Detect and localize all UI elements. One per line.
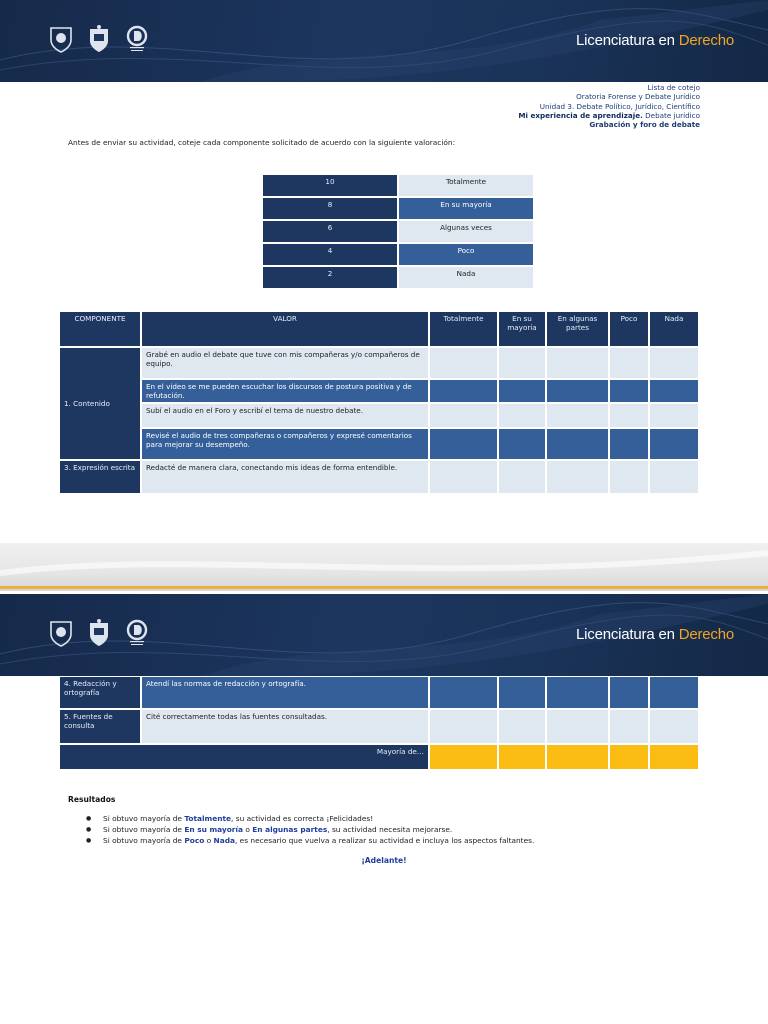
rating-cell-totalmente[interactable] [430, 348, 497, 378]
criterion-cell: Grabé en audio el debate que tuve con mis compañeras y/o compañeros de equipo. [142, 348, 428, 378]
results-heading: Resultados [68, 795, 116, 804]
criterion-cell: En el video se me pueden escuchar los discursos de postura positiva y de refutación. [142, 380, 428, 402]
header-banner-page-2 [0, 594, 768, 676]
majority-cell-totalmente[interactable] [430, 745, 497, 769]
majority-cell-en-su-mayoria[interactable] [499, 745, 545, 769]
scale-row [263, 198, 533, 219]
majority-label: Mayoría de… [60, 745, 428, 769]
scale-value: 8 [263, 198, 397, 219]
faculty-crest-icon [86, 618, 112, 648]
scale-label: Algunas veces [399, 221, 533, 242]
scale-value: 6 [263, 221, 397, 242]
rating-cell-nada[interactable] [650, 404, 698, 427]
header-banner [0, 0, 768, 82]
table-row [60, 461, 698, 493]
scale-value: 10 [263, 175, 397, 196]
rating-cell-nada[interactable] [650, 461, 698, 493]
rating-cell-nada[interactable] [650, 380, 698, 402]
rating-cell-poco[interactable] [610, 404, 648, 427]
rating-cell-en-algunas-partes[interactable] [547, 348, 608, 378]
separator-gold-line [0, 586, 768, 589]
rating-cell-poco[interactable] [610, 429, 648, 459]
rating-cell-totalmente[interactable] [430, 380, 497, 402]
rating-cell-totalmente[interactable] [430, 461, 497, 493]
scale-row [263, 267, 533, 288]
rating-cell-en-su-mayoria[interactable] [499, 404, 545, 427]
checklist-table [58, 310, 700, 495]
col-header-en-su-mayoria: En su mayoría [499, 312, 545, 346]
rating-cell-poco[interactable] [610, 380, 648, 402]
rating-cell-nada[interactable] [650, 710, 698, 743]
faculty-crest-icon [86, 24, 112, 54]
rating-cell-en-algunas-partes[interactable] [547, 461, 608, 493]
table-row [60, 429, 698, 459]
col-header-en-algunas-partes: En algunas partes [547, 312, 608, 346]
col-header-totalmente: Totalmente [430, 312, 497, 346]
table-row [60, 710, 698, 743]
list-item: ● Si obtuvo mayoría de Totalmente, su actividad es correcta ¡Felicidades! [86, 813, 534, 824]
rating-cell-en-su-mayoria[interactable] [499, 348, 545, 378]
banner-title: Licenciatura en Derecho [576, 626, 734, 643]
rating-cell-totalmente[interactable] [430, 677, 497, 708]
rating-cell-en-algunas-partes[interactable] [547, 710, 608, 743]
scale-row [263, 221, 533, 242]
component-cell: 1. Contenido [60, 348, 140, 459]
meta-doc-type: Lista de cotejo [647, 83, 700, 92]
col-header-value: VALOR [142, 312, 428, 346]
header-row [60, 312, 698, 346]
meta-activity: Mi experiencia de aprendizaje. Debate jurídico [518, 110, 700, 120]
results-list [86, 813, 534, 846]
criterion-cell: Atendí las normas de redacción y ortografía. [142, 677, 428, 708]
rating-cell-en-algunas-partes[interactable] [547, 404, 608, 427]
meta-subject: Oratoria Forense y Debate Jurídico [576, 92, 700, 102]
rating-cell-totalmente[interactable] [430, 404, 497, 427]
table-row [60, 380, 698, 402]
criterion-cell: Redacté de manera clara, conectando mis ideas de forma entendible. [142, 461, 428, 493]
component-cell: 3. Expresión escrita [60, 461, 140, 493]
intro-text: Antes de enviar su actividad, coteje cada componente solicitado de acuerdo con la siguiente valoración: [68, 138, 456, 147]
rating-cell-nada[interactable] [650, 677, 698, 708]
meta-title: Grabación y foro de debate [589, 120, 700, 130]
col-header-nada: Nada [650, 312, 698, 346]
majority-cell-en-algunas-partes[interactable] [547, 745, 608, 769]
criterion-cell: Cité correctamente todas las fuentes consultadas. [142, 710, 428, 743]
scale-value: 4 [263, 244, 397, 265]
rating-cell-en-algunas-partes[interactable] [547, 380, 608, 402]
majority-cell-nada[interactable] [650, 745, 698, 769]
separator-wave-decoration [0, 543, 768, 591]
scale-label: Nada [399, 267, 533, 288]
meta-unit: Unidad 3. Debate Político, Jurídico, Científico [539, 101, 700, 111]
list-item: ● Si obtuvo mayoría de Poco o Nada, es necesario que vuelva a realizar su actividad e incluya los aspectos faltantes. [86, 835, 534, 846]
unam-seal-icon [48, 618, 74, 648]
closing-text: ¡Adelante! [361, 856, 407, 865]
sua-logo-icon [124, 24, 150, 54]
component-cell: 5. Fuentes de consulta [60, 710, 140, 743]
rating-scale-table [261, 173, 535, 290]
rating-cell-en-su-mayoria[interactable] [499, 380, 545, 402]
totals-row [60, 745, 698, 769]
scale-label: En su mayoría [399, 198, 533, 219]
scale-label: Poco [399, 244, 533, 265]
table-row [60, 404, 698, 427]
document-meta [518, 83, 700, 129]
table-row [60, 348, 698, 378]
rating-cell-poco[interactable] [610, 710, 648, 743]
rating-cell-en-su-mayoria[interactable] [499, 710, 545, 743]
scale-label: Totalmente [399, 175, 533, 196]
rating-cell-nada[interactable] [650, 429, 698, 459]
scale-row [263, 175, 533, 196]
page-separator [0, 543, 768, 591]
banner-title: Licenciatura en Derecho [576, 32, 734, 49]
col-header-component: COMPONENTE [60, 312, 140, 346]
rating-cell-nada[interactable] [650, 348, 698, 378]
majority-cell-poco[interactable] [610, 745, 648, 769]
rating-cell-en-su-mayoria[interactable] [499, 429, 545, 459]
criterion-cell: Revisé el audio de tres compañeras o compañeros y expresé comentarios para mejorar su desempeño. [142, 429, 428, 459]
checklist-table-continued [58, 675, 700, 771]
scale-value: 2 [263, 267, 397, 288]
scale-row [263, 244, 533, 265]
rating-cell-poco[interactable] [610, 348, 648, 378]
unam-seal-icon [48, 24, 74, 54]
rating-cell-en-su-mayoria[interactable] [499, 677, 545, 708]
rating-cell-poco[interactable] [610, 677, 648, 708]
table-row [60, 677, 698, 708]
rating-cell-totalmente[interactable] [430, 710, 497, 743]
rating-cell-en-su-mayoria[interactable] [499, 461, 545, 493]
component-cell: 4. Redacción y ortografía [60, 677, 140, 708]
rating-cell-en-algunas-partes[interactable] [547, 429, 608, 459]
rating-cell-poco[interactable] [610, 461, 648, 493]
col-header-poco: Poco [610, 312, 648, 346]
rating-cell-en-algunas-partes[interactable] [547, 677, 608, 708]
list-item: ● Si obtuvo mayoría de En su mayoría o En algunas partes, su actividad necesita mejorarse. [86, 824, 534, 835]
criterion-cell: Subí el audio en el Foro y escribí el tema de nuestro debate. [142, 404, 428, 427]
rating-cell-totalmente[interactable] [430, 429, 497, 459]
sua-logo-icon [124, 618, 150, 648]
